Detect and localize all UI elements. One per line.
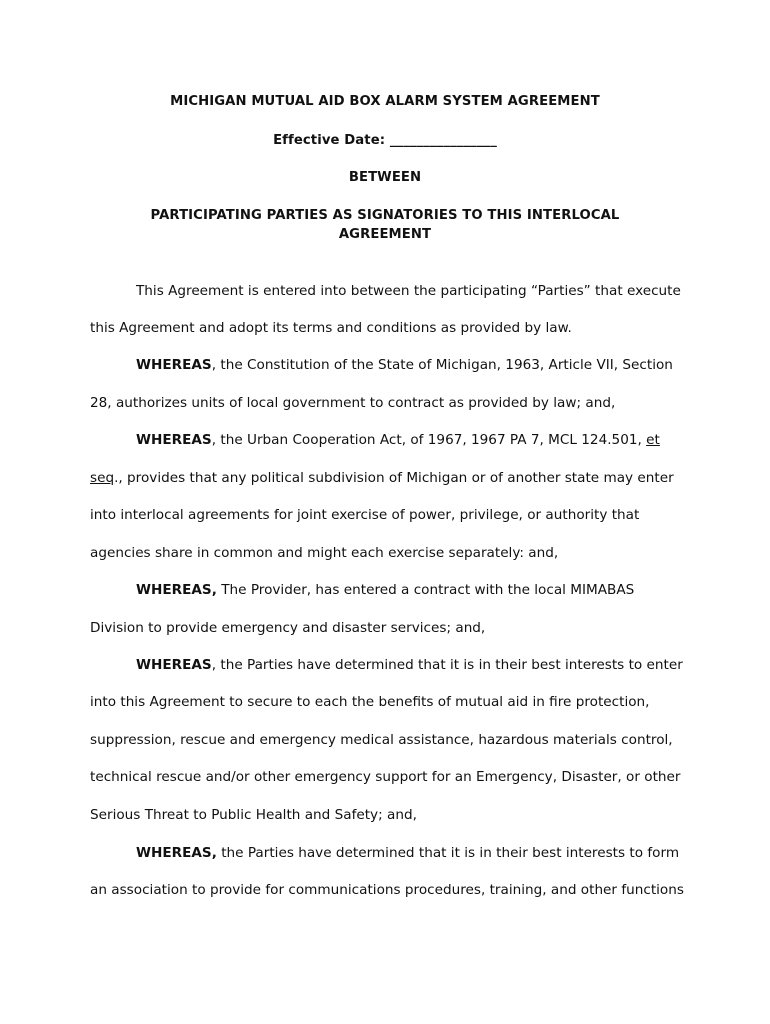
whereas-association-line	[136, 845, 679, 861]
effective-date: Effective Date: ________________	[273, 133, 497, 148]
whereas-association-line: an association to provide for communications procedures, training, and other functions	[90, 882, 684, 898]
whereas-text: ., provides that any political subdivision of Michigan or of another state may enter	[114, 470, 674, 486]
whereas-mutual-aid-line: technical rescue and/or other emergency support for an Emergency, Disaster, or other	[90, 769, 681, 785]
whereas-provider-line: Division to provide emergency and disaster services; and,	[90, 620, 486, 636]
whereas-text: the Parties have determined that it is in their best interests to form	[216, 845, 680, 861]
parties-heading-line2: AGREEMENT	[338, 227, 432, 242]
whereas-text: , the Constitution of the State of Michigan, 1963, Article VII, Section	[211, 357, 673, 373]
seq-text: seq	[90, 470, 115, 486]
et-text: et	[646, 432, 660, 448]
paragraph-intro-line: This Agreement is entered into between the participating “Parties” that execute	[136, 283, 681, 299]
whereas-urban-cooperation-line	[90, 470, 674, 486]
whereas-text: The Provider, has entered a contract with the local MIMABAS	[216, 582, 635, 598]
whereas-urban-cooperation-line: agencies share in common and might each exercise separately: and,	[90, 545, 559, 561]
whereas-mutual-aid-line: into this Agreement to secure to each the benefits of mutual aid in fire protection,	[90, 694, 650, 710]
whereas-text: , the Parties have determined that it is in their best interests to enter	[211, 657, 683, 673]
document-title: MICHIGAN MUTUAL AID BOX ALARM SYSTEM AGREEMENT	[170, 94, 600, 109]
whereas-mutual-aid-line: Serious Threat to Public Health and Safety; and,	[90, 807, 417, 823]
between-heading: BETWEEN	[348, 170, 422, 185]
whereas-mutual-aid-line	[136, 657, 683, 673]
whereas-mutual-aid-line: suppression, rescue and emergency medical assistance, hazardous materials control,	[90, 732, 673, 748]
whereas-urban-cooperation-line: into interlocal agreements for joint exercise of power, privilege, or authority that	[90, 507, 640, 523]
whereas-label: WHEREAS,	[136, 582, 217, 598]
whereas-label: WHEREAS	[136, 357, 212, 373]
whereas-text: , the Urban Cooperation Act, of 1967, 1967 PA 7, MCL 124.501,	[211, 432, 647, 448]
whereas-constitution-line	[136, 357, 673, 373]
whereas-label: WHEREAS	[136, 432, 212, 448]
whereas-provider-line	[136, 582, 634, 598]
whereas-label: WHEREAS	[136, 657, 212, 673]
parties-heading-line1: PARTICIPATING PARTIES AS SIGNATORIES TO THIS INTERLOCAL	[150, 208, 620, 223]
paragraph-intro-line: this Agreement and adopt its terms and conditions as provided by law.	[90, 320, 572, 336]
whereas-label: WHEREAS,	[136, 845, 217, 861]
whereas-constitution-line: 28, authorizes units of local government to contract as provided by law; and,	[90, 395, 616, 411]
whereas-urban-cooperation-line	[136, 432, 660, 448]
